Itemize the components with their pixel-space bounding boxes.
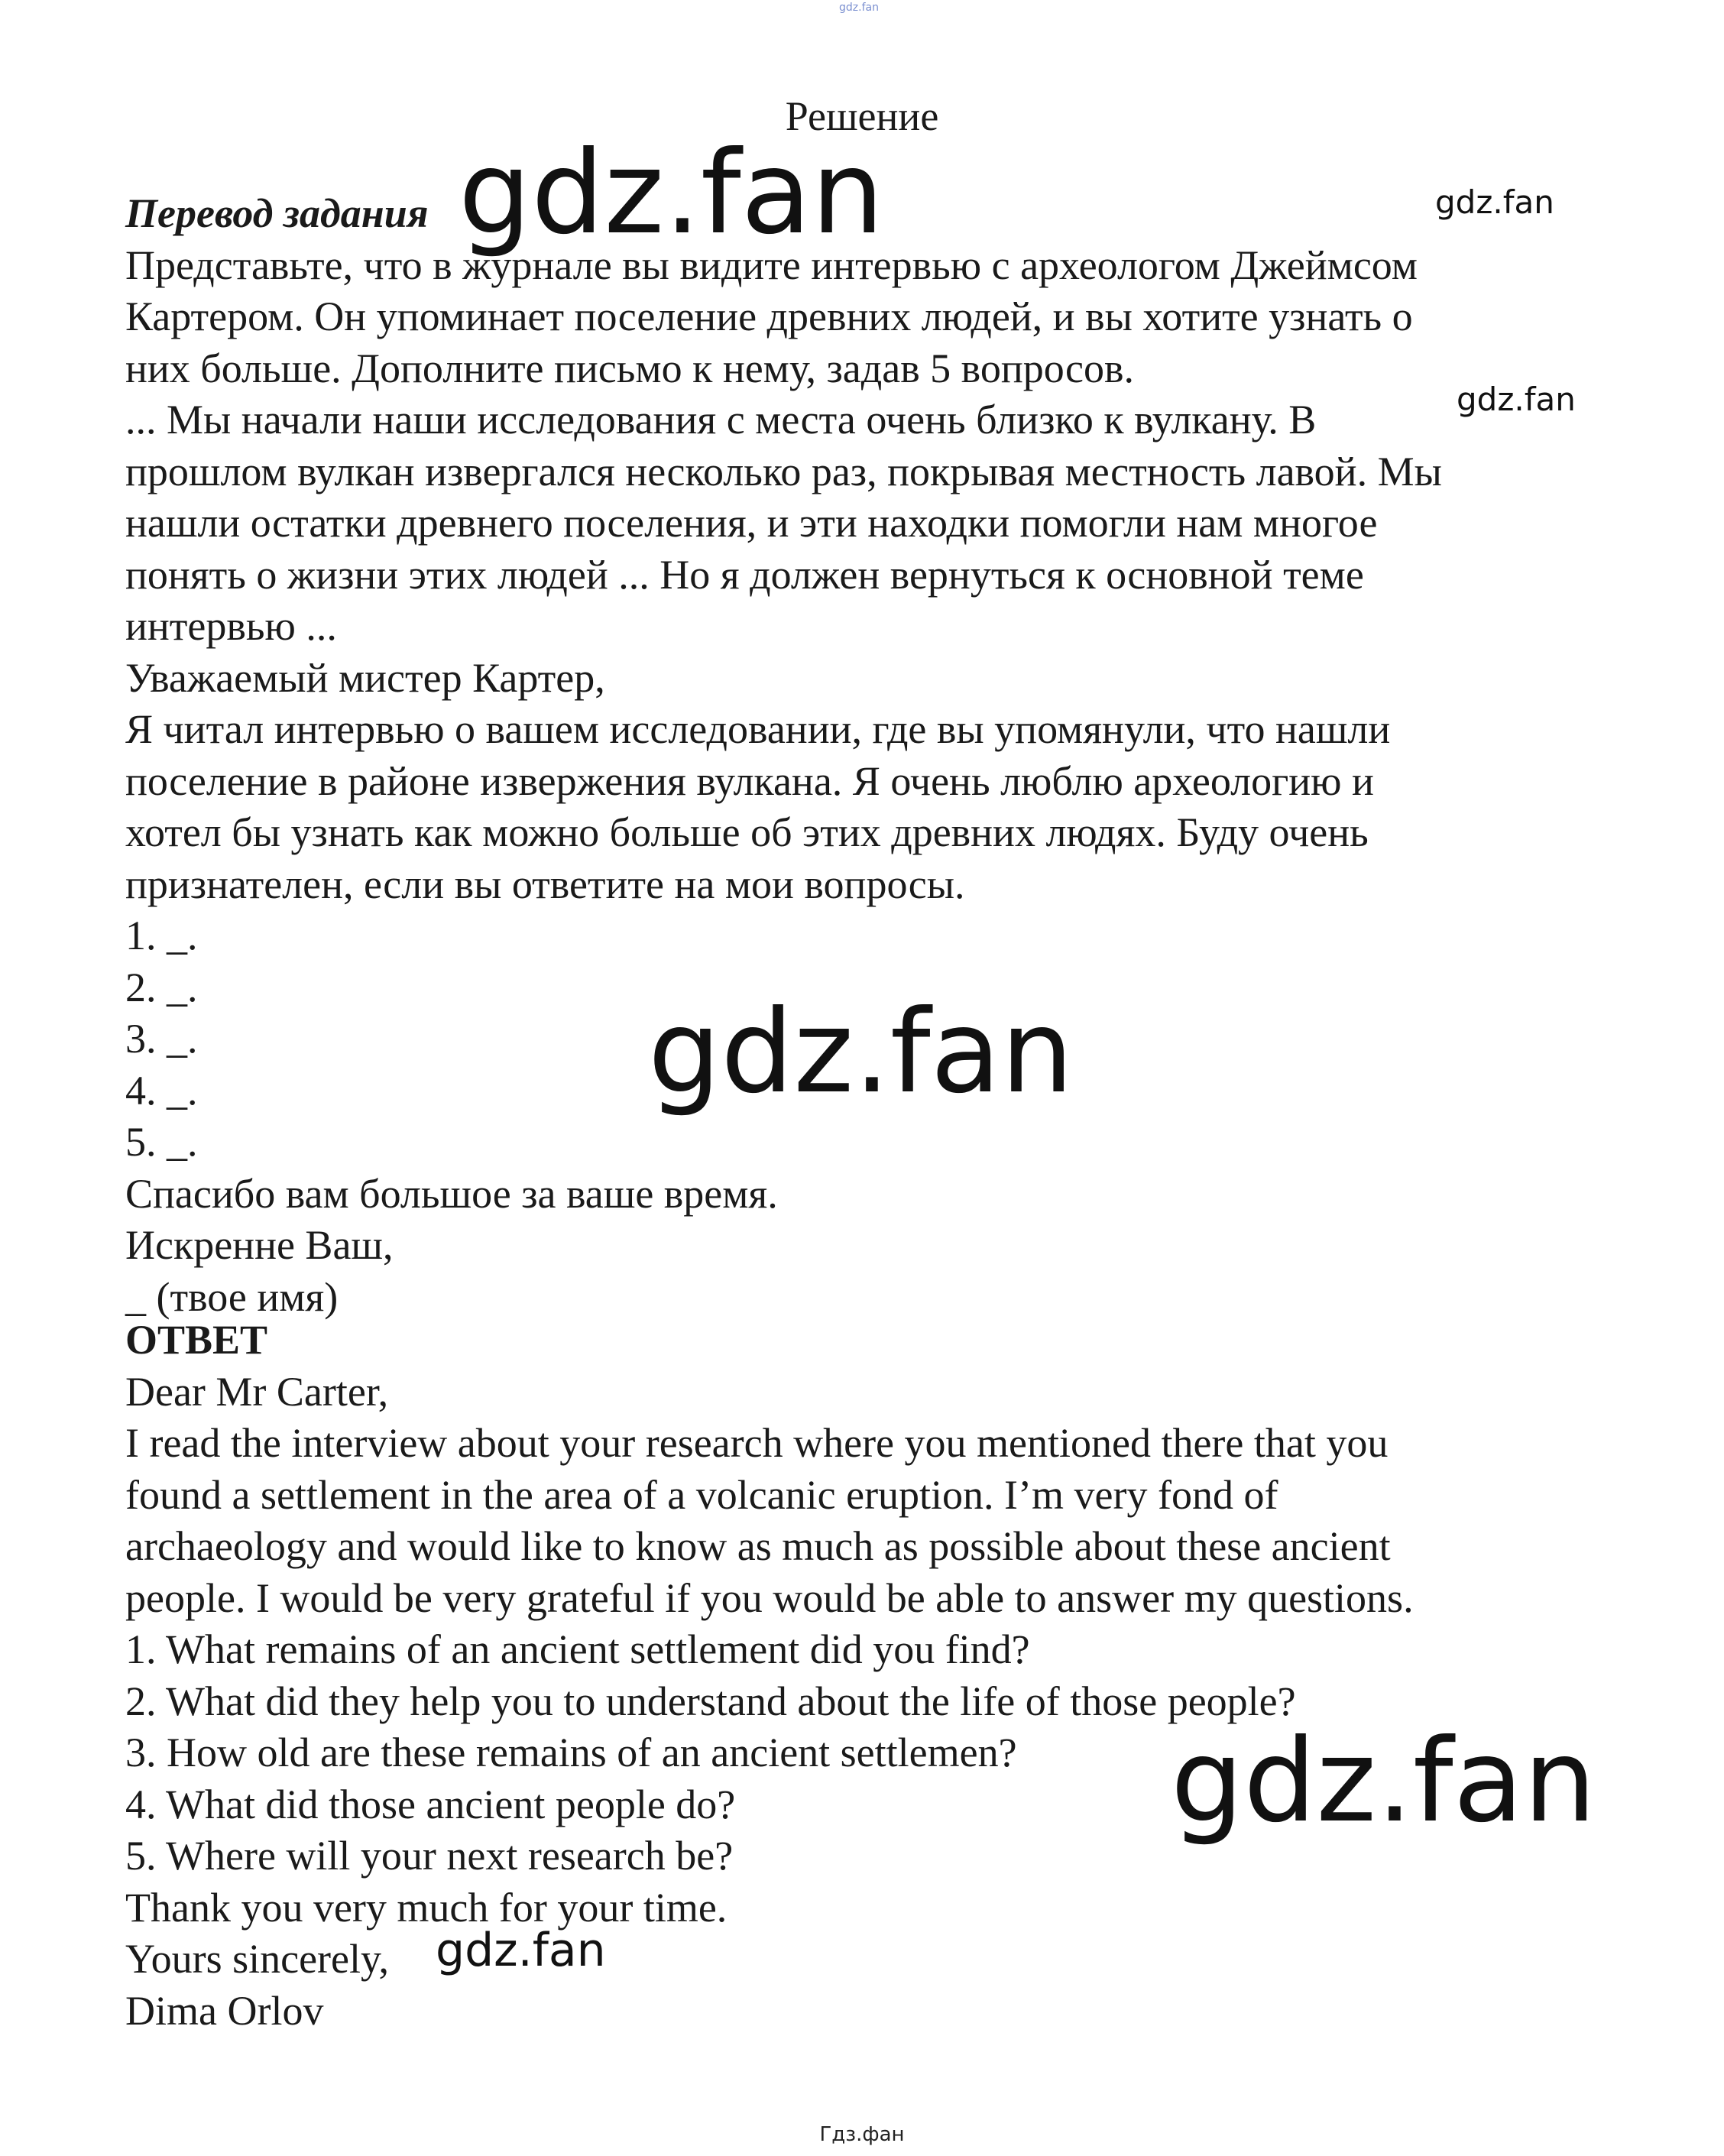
task-line: Представьте, что в журнале вы видите интервью с археологом Джеймсом — [125, 242, 1418, 288]
task-line: ... Мы начали наши исследования с места очень близко к вулкану. В — [125, 397, 1317, 443]
task-line: интервью ... — [125, 603, 337, 649]
answer-line: 5. Where will your next research be? — [125, 1833, 734, 1879]
task-line: 3. _. — [125, 1016, 198, 1062]
answer-line: 3. How old are these remains of an ancient settlemen? — [125, 1730, 1017, 1775]
answer-line: Dima Orlov — [125, 1987, 324, 2034]
task-line: 1. _. — [125, 913, 198, 958]
answer-line: 2. What did they help you to understand about the life of those people? — [125, 1678, 1296, 1724]
task-line: Спасибо вам большое за ваше время. — [125, 1170, 778, 1217]
task-line: 5. _. — [125, 1119, 198, 1165]
answer-line: found a settlement in the area of a volcanic eruption. I’m very fond of — [125, 1471, 1278, 1518]
answer-line: archaeology and would like to know as much as possible about these ancient — [125, 1523, 1391, 1569]
task-line: них больше. Дополните письмо к нему, задав 5 вопросов. — [125, 345, 1135, 391]
task-heading: Перевод задания — [125, 190, 429, 236]
task-line: нашли остатки древнего поселения, и эти находки помогли нам многое — [125, 500, 1378, 546]
watermark-small: gdz.fan — [1457, 381, 1576, 418]
answer-line: 4. What did those ancient people do? — [125, 1781, 736, 1827]
header-watermark: gdz.fan — [839, 2, 879, 14]
answer-line: Yours sincerely, — [125, 1936, 389, 1982]
watermark-large: gdz.fan — [459, 127, 884, 260]
footer-watermark: Гдз.фан — [819, 2123, 905, 2146]
watermark-small: gdz.fan — [436, 1924, 606, 1977]
task-line: понять о жизни этих людей ... Но я должен вернуться к основной теме — [125, 551, 1364, 598]
task-section — [125, 183, 1623, 1323]
answer-heading: ОТВЕТ — [125, 1317, 268, 1363]
page-title: Решение — [785, 93, 939, 139]
answer-line: I read the interview about your research where you mentioned there that you — [125, 1420, 1389, 1466]
task-line: Я читал интервью о вашем исследовании, где вы упомянули, что нашли — [125, 706, 1391, 752]
answer-line: Thank you very much for your time. — [125, 1884, 728, 1931]
task-line: 2. _. — [125, 964, 198, 1010]
task-line: _ (твое имя) — [125, 1273, 339, 1320]
watermark-large: gdz.fan — [648, 986, 1074, 1119]
task-line: поселение в районе извержения вулкана. Я очень люблю археологию и — [125, 757, 1374, 804]
answer-line: people. I would be very grateful if you would be able to answer my questions. — [125, 1574, 1414, 1621]
answer-line: 1. What remains of an ancient settlement did you find? — [125, 1626, 1030, 1672]
watermark-large: gdz.fan — [1171, 1715, 1596, 1848]
task-line: Уважаемый мистер Картер, — [125, 654, 605, 701]
task-line: Искренне Ваш, — [125, 1222, 394, 1268]
watermark-small: gdz.fan — [1435, 183, 1554, 221]
task-line: хотел бы узнать как можно больше об этих древних людях. Буду очень — [125, 809, 1369, 855]
task-line: прошлом вулкан извергался несколько раз, покрывая местность лавой. Мы — [125, 448, 1442, 494]
task-line: 4. _. — [125, 1067, 198, 1114]
answer-section — [125, 1315, 1623, 2037]
task-line: Картером. Он упоминает поселение древних людей, и вы хотите узнать о — [125, 293, 1413, 339]
answer-line: Dear Mr Carter, — [125, 1368, 389, 1415]
task-line: признателен, если вы ответите на мои вопросы. — [125, 861, 965, 907]
